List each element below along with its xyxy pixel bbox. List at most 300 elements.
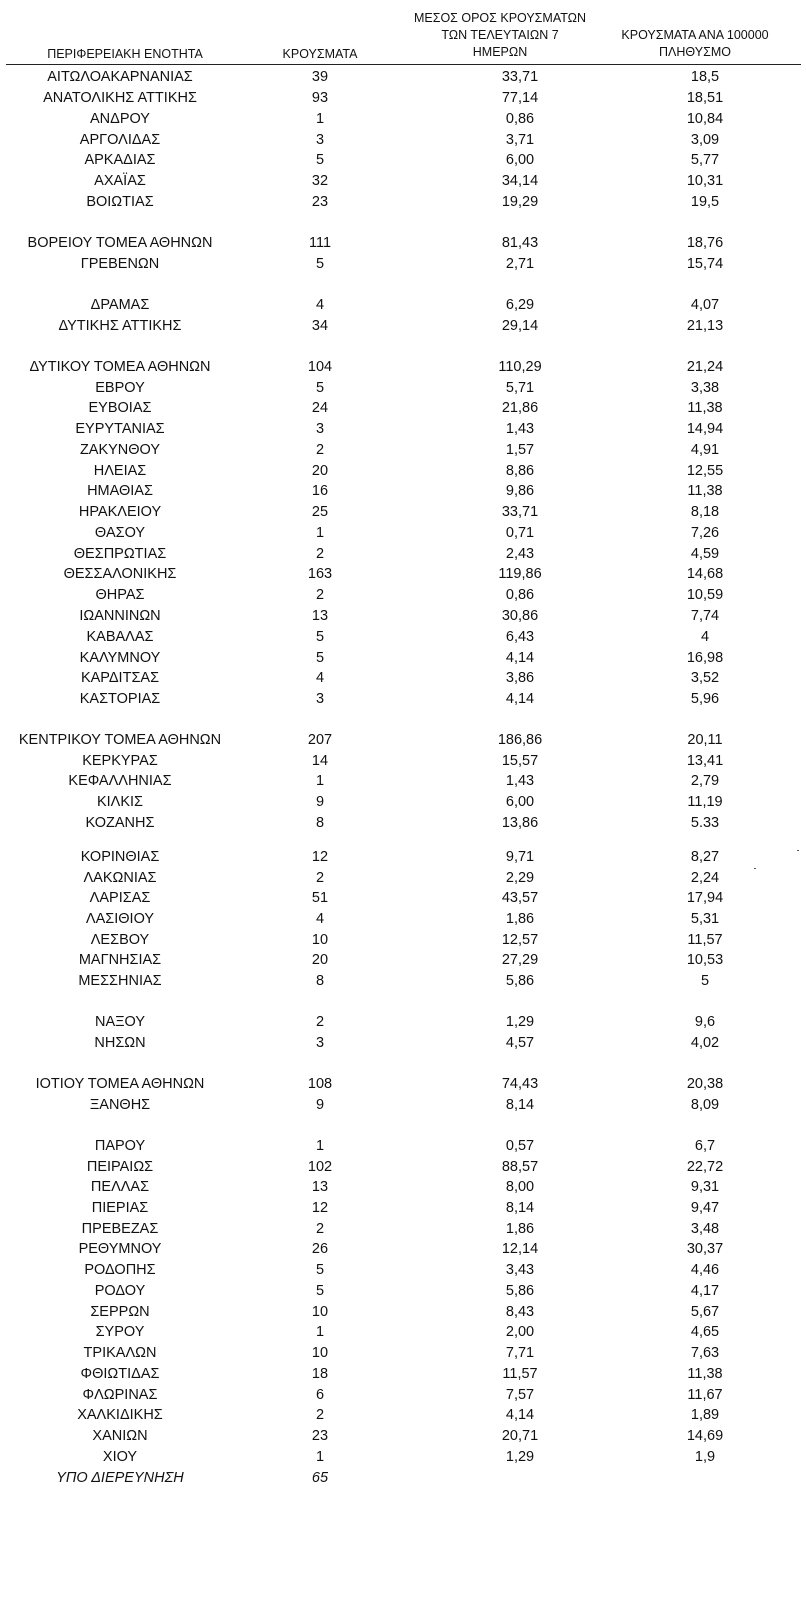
region-name-cell: ΠΙΕΡΙΑΣ: [91, 1200, 149, 1216]
table-row: [0, 1302, 806, 1323]
cases-per-100000-cell: 5,67: [690, 1304, 720, 1320]
cases-cell: 3: [315, 421, 325, 437]
cases-cell: 5: [315, 1283, 325, 1299]
seven-day-average-cell: 8,00: [505, 1179, 535, 1195]
cases-cell: 4: [315, 911, 325, 927]
seven-day-average-cell: 4,57: [505, 1035, 535, 1051]
cases-per-100000-cell: 18,51: [686, 90, 724, 106]
cases-per-100000-cell: 30,37: [686, 1241, 724, 1257]
region-name-cell: ΝΗΣΩΝ: [94, 1035, 146, 1051]
cases-cell: 10: [311, 932, 329, 948]
cases-per-100000-cell: 11,38: [687, 483, 723, 499]
seven-day-average-cell: 1,29: [505, 1449, 535, 1465]
table-row: [0, 1219, 806, 1240]
seven-day-average-cell: 33,71: [501, 69, 539, 85]
seven-day-average-cell: 9,71: [505, 849, 535, 865]
cases-per-100000-cell: 7,26: [690, 525, 720, 541]
region-name-cell: ΚΑΡΔΙΤΣΑΣ: [80, 670, 160, 686]
seven-day-average-cell: 3,71: [505, 132, 535, 148]
seven-day-average-cell: 43,57: [501, 890, 539, 906]
cases-per-100000-cell: 19,5: [690, 194, 720, 210]
cases-cell: 3: [315, 691, 325, 707]
seven-day-average-cell: 2,43: [505, 546, 535, 562]
cases-cell: 26: [311, 1241, 329, 1257]
cases-cell: 16: [311, 483, 329, 499]
seven-day-average-cell: 5,86: [505, 1283, 535, 1299]
region-name-cell: ΚΕΡΚΥΡΑΣ: [82, 753, 158, 769]
header-divider: [6, 64, 801, 65]
cases-per-100000-cell: 11,19: [687, 794, 723, 810]
cases-per-100000-cell: 14,68: [686, 566, 724, 582]
seven-day-average-cell: 30,86: [501, 608, 539, 624]
seven-day-average-cell: 12,14: [501, 1241, 539, 1257]
region-name-cell: ΠΡΕΒΕΖΑΣ: [81, 1221, 159, 1237]
cases-per-100000-cell: 15,74: [686, 256, 724, 272]
seven-day-average-cell: 5,71: [505, 380, 535, 396]
region-name-cell: ΠΕΙΡΑΙΩΣ: [86, 1159, 154, 1175]
region-name-cell: ΣΕΡΡΩΝ: [90, 1304, 150, 1320]
region-name-cell: ΗΡΑΚΛΕΙΟΥ: [78, 504, 162, 520]
table-row: [0, 564, 806, 585]
region-name-cell: ΕΥΒΟΙΑΣ: [88, 400, 152, 416]
stray-mark: [754, 868, 756, 869]
region-name-cell: ΚΙΛΚΙΣ: [96, 794, 144, 810]
region-name-cell: ΑΡΚΑΔΙΑΣ: [84, 152, 156, 168]
region-name-cell: ΓΡΕΒΕΝΩΝ: [80, 256, 160, 272]
seven-day-average-cell: 0,86: [505, 587, 535, 603]
cases-per-100000-cell: 18,5: [690, 69, 720, 85]
seven-day-average-cell: 8,86: [505, 463, 535, 479]
cases-cell: 2: [315, 442, 325, 458]
table-row: [0, 971, 806, 992]
region-name-cell: ΙΟΤΙΟΥ ΤΟΜΕΑ ΑΘΗΝΩΝ: [35, 1076, 205, 1092]
table-row: [0, 1468, 806, 1489]
cases-per-100000-cell: 11,67: [687, 1387, 723, 1403]
cases-per-100000-cell: 4,07: [690, 297, 720, 313]
seven-day-average-cell: 6,43: [505, 629, 535, 645]
cases-per-100000-cell: 20,11: [687, 732, 723, 748]
cases-cell: 23: [311, 1428, 329, 1444]
table-row: [0, 1260, 806, 1281]
table-row: [0, 847, 806, 868]
region-name-cell: ΛΕΣΒΟΥ: [90, 932, 150, 948]
table-row: [0, 1033, 806, 1054]
region-name-cell: ΛΑΚΩΝΙΑΣ: [83, 870, 157, 886]
region-name-cell: ΡΕΘΥΜΝΟΥ: [78, 1241, 162, 1257]
table-row: [0, 544, 806, 565]
region-name-cell: ΧΑΝΙΩΝ: [92, 1428, 148, 1444]
cases-cell: 25: [311, 504, 329, 520]
table-row: [0, 689, 806, 710]
region-name-cell: ΒΟΡΕΙΟΥ ΤΟΜΕΑ ΑΘΗΝΩΝ: [27, 235, 213, 251]
cases-cell: 163: [307, 566, 333, 582]
region-name-cell: ΡΟΔΟΠΗΣ: [84, 1262, 156, 1278]
cases-cell: 2: [315, 870, 325, 886]
cases-cell: 65: [311, 1470, 329, 1486]
seven-day-average-cell: 110,29: [498, 359, 542, 375]
cases-per-100000-cell: 17,94: [686, 890, 724, 906]
region-name-cell: ΕΒΡΟΥ: [95, 380, 145, 396]
table-row: [0, 316, 806, 337]
cases-cell: 4: [315, 670, 325, 686]
cases-cell: 1: [315, 1449, 325, 1465]
table-row: [0, 171, 806, 192]
cases-cell: 108: [307, 1076, 333, 1092]
table-row: [0, 1157, 806, 1178]
cases-cell: 5: [315, 650, 325, 666]
seven-day-average-cell: 0,71: [505, 525, 535, 541]
cases-per-100000-cell: 5: [700, 973, 710, 989]
cases-per-100000-cell: 1,9: [694, 1449, 716, 1465]
cases-per-100000-cell: 7,63: [690, 1345, 720, 1361]
seven-day-average-cell: 19,29: [501, 194, 539, 210]
table-row: [0, 1426, 806, 1447]
table-row: [0, 1198, 806, 1219]
seven-day-average-cell: 3,43: [505, 1262, 535, 1278]
table-row: [0, 192, 806, 213]
cases-cell: 2: [315, 1407, 325, 1423]
cases-per-100000-cell: 14,69: [686, 1428, 724, 1444]
seven-day-average-cell: 81,43: [501, 235, 539, 251]
seven-day-average-cell: 0,86: [505, 111, 535, 127]
table-row: [0, 909, 806, 930]
table-row: [0, 868, 806, 889]
seven-day-average-cell: 33,71: [501, 504, 539, 520]
cases-cell: 6: [315, 1387, 325, 1403]
cases-per-100000-cell: 4,46: [690, 1262, 720, 1278]
table-row: [0, 1074, 806, 1095]
table-row: [0, 1012, 806, 1033]
table-row: [0, 398, 806, 419]
table-row: [0, 1343, 806, 1364]
seven-day-average-cell: 7,71: [505, 1345, 535, 1361]
table-row: [0, 67, 806, 88]
header-avg-line-2: ΤΩΝ ΤΕΛΕΥΤΑΙΩΝ 7: [441, 28, 559, 42]
header-avg: [400, 10, 600, 61]
cases-cell: 104: [307, 359, 333, 375]
cases-per-100000-cell: 4,17: [690, 1283, 720, 1299]
table-row: [0, 1385, 806, 1406]
cases-cell: 5: [315, 1262, 325, 1278]
header-avg-line-3: ΗΜΕΡΩΝ: [472, 45, 528, 59]
region-name-cell: ΞΑΝΘΗΣ: [89, 1097, 151, 1113]
seven-day-average-cell: 88,57: [501, 1159, 539, 1175]
cases-cell: 14: [311, 753, 329, 769]
cases-per-100000-cell: 9,6: [694, 1014, 716, 1030]
table-row: [0, 648, 806, 669]
region-name-cell: ΒΟΙΩΤΙΑΣ: [86, 194, 154, 210]
cases-per-100000-cell: 3,48: [690, 1221, 720, 1237]
cases-per-100000-cell: 21,24: [686, 359, 724, 375]
table-row: [0, 1364, 806, 1385]
cases-per-100000-cell: 1,89: [690, 1407, 720, 1423]
table-row: [0, 1322, 806, 1343]
seven-day-average-cell: 3,86: [505, 670, 535, 686]
seven-day-average-cell: 20,71: [501, 1428, 539, 1444]
seven-day-average-cell: 1,29: [505, 1014, 535, 1030]
header-cases: [250, 46, 390, 63]
region-name-cell: ΚΟΖΑΝΗΣ: [85, 815, 155, 831]
header-region: [10, 46, 240, 63]
region-name-cell: ΚΕΦΑΛΛΗΝΙΑΣ: [68, 773, 172, 789]
cases-cell: 111: [308, 235, 332, 251]
header-rate: [590, 27, 800, 61]
cases-cell: 32: [311, 173, 329, 189]
region-name-cell: ΚΑΣΤΟΡΙΑΣ: [79, 691, 161, 707]
region-name-cell: ΜΕΣΣΗΝΙΑΣ: [78, 973, 162, 989]
table-row: [0, 668, 806, 689]
region-name-cell: ΛΑΣΙΘΙΟΥ: [85, 911, 155, 927]
table-row: [0, 730, 806, 751]
seven-day-average-cell: 1,86: [505, 1221, 535, 1237]
table-row: [0, 1239, 806, 1260]
cases-cell: 2: [315, 587, 325, 603]
table-row: [0, 109, 806, 130]
table-row: [0, 461, 806, 482]
cases-cell: 13: [311, 608, 329, 624]
cases-cell: 4: [315, 297, 325, 313]
cases-per-100000-cell: 3,52: [690, 670, 720, 686]
region-name-cell: ΘΕΣΠΡΩΤΙΑΣ: [73, 546, 167, 562]
cases-cell: 24: [311, 400, 329, 416]
cases-cell: 3: [315, 132, 325, 148]
seven-day-average-cell: 74,43: [501, 1076, 539, 1092]
cases-per-100000-cell: 2,79: [690, 773, 720, 789]
seven-day-average-cell: 4,14: [505, 1407, 535, 1423]
region-name-cell: ΚΕΝΤΡΙΚΟΥ ΤΟΜΕΑ ΑΘΗΝΩΝ: [18, 732, 222, 748]
table-row: [0, 1447, 806, 1468]
cases-cell: 93: [311, 90, 329, 106]
table-row: [0, 1095, 806, 1116]
region-name-cell: ΤΡΙΚΑΛΩΝ: [83, 1345, 157, 1361]
seven-day-average-cell: 34,14: [501, 173, 539, 189]
cases-per-100000-cell: 10,31: [686, 173, 724, 189]
table-row: [0, 295, 806, 316]
header-region-label: ΠΕΡΙΦΕΡΕΙΑΚΗ ΕΝΟΤΗΤΑ: [47, 47, 203, 61]
cases-cell: 9: [315, 794, 325, 810]
seven-day-average-cell: 7,57: [505, 1387, 535, 1403]
region-name-cell: ΦΘΙΩΤΙΔΑΣ: [80, 1366, 160, 1382]
stray-mark: [797, 850, 799, 851]
region-name-cell: ΙΩΑΝΝΙΝΩΝ: [79, 608, 161, 624]
table-row: [0, 523, 806, 544]
seven-day-average-cell: 5,86: [505, 973, 535, 989]
cases-per-100000-cell: 5.33: [690, 815, 720, 831]
region-name-cell: ΗΜΑΘΙΑΣ: [87, 483, 153, 499]
header-avg-line-1: ΜΕΣΟΣ ΟΡΟΣ ΚΡΟΥΣΜΑΤΩΝ: [413, 11, 587, 25]
seven-day-average-cell: 4,14: [505, 691, 535, 707]
cases-per-100000-cell: 4: [700, 629, 710, 645]
seven-day-average-cell: 119,86: [498, 566, 542, 582]
seven-day-average-cell: 15,57: [501, 753, 539, 769]
cases-cell: 1: [315, 773, 325, 789]
table-row: [0, 792, 806, 813]
seven-day-average-cell: 6,00: [505, 794, 535, 810]
region-name-cell: ΑΧΑΪΑΣ: [94, 173, 146, 189]
cases-cell: 1: [315, 1138, 325, 1154]
cases-per-100000-cell: 8,18: [690, 504, 720, 520]
region-name-cell: ΔΥΤΙΚΗΣ ΑΤΤΙΚΗΣ: [58, 318, 182, 334]
cases-cell: 20: [311, 952, 329, 968]
table-row: [0, 950, 806, 971]
header-rate-line-1: ΚΡΟΥΣΜΑΤΑ ΑΝΑ 100000: [621, 28, 769, 42]
cases-per-100000-cell: 9,31: [690, 1179, 720, 1195]
cases-cell: 2: [315, 546, 325, 562]
region-name-cell: ΘΕΣΣΑΛΟΝΙΚΗΣ: [63, 566, 177, 582]
cases-cell: 13: [311, 1179, 329, 1195]
cases-per-100000-cell: 11,38: [687, 1366, 723, 1382]
cases-per-100000-cell: 20,38: [686, 1076, 724, 1092]
cases-cell: 20: [311, 463, 329, 479]
region-name-cell: ΘΑΣΟΥ: [94, 525, 146, 541]
region-name-cell: ΠΑΡΟΥ: [94, 1138, 146, 1154]
seven-day-average-cell: 6,00: [505, 152, 535, 168]
seven-day-average-cell: 8,14: [505, 1097, 535, 1113]
table-row: [0, 627, 806, 648]
region-name-cell: ΔΥΤΙΚΟΥ ΤΟΜΕΑ ΑΘΗΝΩΝ: [29, 359, 211, 375]
table-row: [0, 440, 806, 461]
seven-day-average-cell: 2,29: [505, 870, 535, 886]
region-name-cell: ΑΙΤΩΛΟΑΚΑΡΝΑΝΙΑΣ: [47, 69, 193, 85]
cases-cell: 1: [315, 525, 325, 541]
table-row: [0, 1177, 806, 1198]
header-rate-line-2: ΠΛΗΘΥΣΜΟ: [659, 45, 731, 59]
cases-cell: 12: [311, 1200, 329, 1216]
cases-per-100000-cell: 7,74: [690, 608, 720, 624]
cases-cell: 5: [315, 629, 325, 645]
region-name-cell: ΧΙΟΥ: [102, 1449, 138, 1465]
cases-per-100000-cell: 13,41: [686, 753, 724, 769]
table-row: [0, 888, 806, 909]
seven-day-average-cell: 12,57: [501, 932, 539, 948]
cases-per-100000-cell: 5,77: [690, 152, 720, 168]
region-name-cell: ΚΑΒΑΛΑΣ: [86, 629, 154, 645]
cases-per-100000-cell: 11,38: [687, 400, 723, 416]
region-name-cell: ΖΑΚΥΝΘΟΥ: [79, 442, 161, 458]
region-name-cell: ΔΡΑΜΑΣ: [90, 297, 150, 313]
cases-per-100000-cell: 5,96: [690, 691, 720, 707]
seven-day-average-cell: 9,86: [505, 483, 535, 499]
cases-per-100000-cell: 5,31: [690, 911, 720, 927]
cases-per-100000-cell: 22,72: [686, 1159, 724, 1175]
region-name-cell: ΚΑΛΥΜΝΟΥ: [79, 650, 161, 666]
seven-day-average-cell: 1,57: [505, 442, 535, 458]
cases-cell: 12: [311, 849, 329, 865]
cases-cell: 10: [311, 1304, 329, 1320]
header-cases-label: ΚΡΟΥΣΜΑΤΑ: [282, 47, 358, 61]
cases-cell: 1: [315, 1324, 325, 1340]
cases-per-100000-cell: 10,53: [686, 952, 724, 968]
region-name-cell: ΥΠΟ ΔΙΕΡΕΥΝΗΣΗ: [56, 1470, 184, 1486]
cases-per-100000-cell: 9,47: [690, 1200, 720, 1216]
cases-per-100000-cell: 4,59: [690, 546, 720, 562]
table-row: [0, 1136, 806, 1157]
table-row: [0, 150, 806, 171]
seven-day-average-cell: 1,86: [505, 911, 535, 927]
cases-cell: 3: [315, 1035, 325, 1051]
cases-per-100000-cell: 3,09: [690, 132, 720, 148]
seven-day-average-cell: 1,43: [505, 773, 535, 789]
cases-per-100000-cell: 16,98: [686, 650, 724, 666]
region-name-cell: ΚΟΡΙΝΘΙΑΣ: [80, 849, 160, 865]
cases-per-100000-cell: 6,7: [694, 1138, 716, 1154]
cases-cell: 34: [311, 318, 329, 334]
table-row: [0, 606, 806, 627]
seven-day-average-cell: 27,29: [501, 952, 539, 968]
cases-cell: 10: [311, 1345, 329, 1361]
table-row: [0, 813, 806, 834]
cases-cell: 5: [315, 152, 325, 168]
cases-per-100000-cell: 11,57: [687, 932, 723, 948]
cases-per-100000-cell: 4,65: [690, 1324, 720, 1340]
region-name-cell: ΘΗΡΑΣ: [95, 587, 145, 603]
seven-day-average-cell: 6,29: [505, 297, 535, 313]
table-row: [0, 130, 806, 151]
cases-per-100000-cell: 3,38: [690, 380, 720, 396]
cases-cell: 8: [315, 973, 325, 989]
cases-cell: 2: [315, 1014, 325, 1030]
cases-per-100000-cell: 8,09: [690, 1097, 720, 1113]
cases-per-100000-cell: 14,94: [686, 421, 724, 437]
table-row: [0, 88, 806, 109]
cases-cell: 23: [311, 194, 329, 210]
table-row: [0, 751, 806, 772]
cases-cell: 1: [315, 111, 325, 127]
table-row: [0, 1405, 806, 1426]
cases-per-100000-cell: 8,27: [690, 849, 720, 865]
cases-cell: 8: [315, 815, 325, 831]
table-row: [0, 419, 806, 440]
region-name-cell: ΝΑΞΟΥ: [94, 1014, 146, 1030]
cases-cell: 51: [311, 890, 329, 906]
cases-cell: 39: [311, 69, 329, 85]
table-row: [0, 771, 806, 792]
cases-cell: 9: [315, 1097, 325, 1113]
seven-day-average-cell: 21,86: [501, 400, 539, 416]
cases-per-100000-cell: 4,02: [690, 1035, 720, 1051]
cases-per-100000-cell: 10,59: [686, 587, 724, 603]
region-name-cell: ΕΥΡΥΤΑΝΙΑΣ: [75, 421, 165, 437]
region-name-cell: ΑΝΑΤΟΛΙΚΗΣ ΑΤΤΙΚΗΣ: [43, 90, 197, 106]
region-name-cell: ΣΥΡΟΥ: [95, 1324, 145, 1340]
region-name-cell: ΑΡΓΟΛΙΔΑΣ: [79, 132, 161, 148]
cases-cell: 207: [307, 732, 333, 748]
region-name-cell: ΛΑΡΙΣΑΣ: [89, 890, 151, 906]
region-name-cell: ΦΛΩΡΙΝΑΣ: [82, 1387, 158, 1403]
region-name-cell: ΗΛΕΙΑΣ: [93, 463, 147, 479]
region-name-cell: ΑΝΔΡΟΥ: [90, 111, 150, 127]
table-row: [0, 378, 806, 399]
cases-per-100000-cell: 10,84: [686, 111, 724, 127]
table-row: [0, 233, 806, 254]
seven-day-average-cell: 186,86: [497, 732, 543, 748]
seven-day-average-cell: 8,14: [505, 1200, 535, 1216]
cases-per-100000-cell: 21,13: [686, 318, 724, 334]
region-name-cell: ΧΑΛΚΙΔΙΚΗΣ: [77, 1407, 163, 1423]
table-row: [0, 1281, 806, 1302]
cases-per-100000-cell: 4,91: [690, 442, 720, 458]
cases-cell: 102: [307, 1159, 333, 1175]
seven-day-average-cell: 29,14: [501, 318, 539, 334]
region-name-cell: ΠΕΛΛΑΣ: [90, 1179, 150, 1195]
seven-day-average-cell: 1,43: [505, 421, 535, 437]
table-row: [0, 585, 806, 606]
table-row: [0, 357, 806, 378]
cases-cell: 2: [315, 1221, 325, 1237]
cases-cell: 18: [311, 1366, 329, 1382]
cases-per-100000-cell: 18,76: [686, 235, 724, 251]
seven-day-average-cell: 8,43: [505, 1304, 535, 1320]
